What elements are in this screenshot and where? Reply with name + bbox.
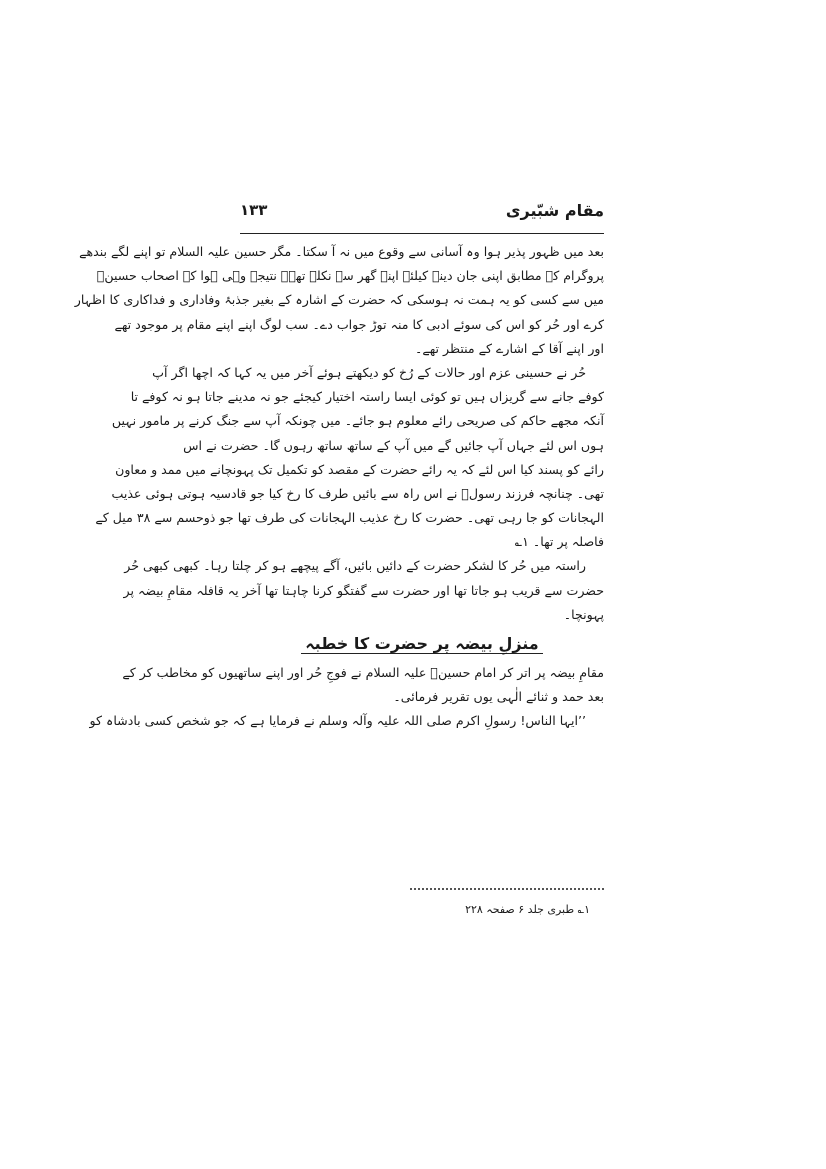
text-line: راستہ میں حُر کا لشکر حضرت کے دائیں بائیں، آگے پیچھے ہو کر چلتا رہا۔ کبھی کبھی حُر — [124, 558, 586, 574]
page-number: ۱۳۳ — [240, 201, 268, 219]
text-line: بعد حمد و ثنائے الٰہی یوں تقریر فرمائی۔ — [393, 689, 604, 705]
text-line: پہونچا۔ — [563, 606, 604, 622]
text-line: اور اپنے آقا کے اشارے کے منتظر تھے۔ — [414, 340, 604, 356]
text-line: ’’ایہا الناس! رسولِ اکرم صلی اللہ علیہ وآلہ وسلم نے فرمایا ہے کہ جو شخص کسی بادشاہ کو — [89, 713, 586, 729]
running-header — [240, 195, 604, 233]
text-line: رائے کو پسند کیا اس لئے کہ یہ رائے حضرت کے مقصد کو تکمیل تک پہونچانے میں ممد و معاون — [115, 461, 604, 477]
book-title: مقام شبّیری — [505, 201, 604, 220]
text-line: کوفے جانے سے گریزاں ہیں تو کوئی ایسا راستہ اختیار کیجئے جو نہ مدینے جاتا ہو نہ کوفے تا — [130, 389, 604, 405]
text-line: آنکہ مجھے حاکم کی صریحی رائے معلوم ہو جائے۔ میں چونکہ آپ سے جنگ کرنے پر مامور نہیں — [111, 413, 604, 429]
paragraph-1 — [74, 240, 604, 361]
text-line: ہوں اس لئے جہاں آپ جائیں گے میں آپ کے ساتھ ساتھ رہوں گا۔ حضرت نے اس — [183, 437, 604, 453]
text-line: مقامِ بیضہ پر اتر کر امام حسینؑ علیہ السلام نے فوجِ حُر اور اپنے ساتھیوں کو مخاطب کر کے — [122, 665, 604, 680]
paragraph-3 — [123, 554, 604, 627]
text-line: الہجانات کو جا رہی تھی۔ حضرت کا رخ عذیب الہجانات کی طرف تھا جو ذوحسم سے ۳۸ میل کے — [95, 510, 604, 526]
text-line: تھی۔ چنانچہ فرزند رسولؐ نے اس راہ سے بائیں طرف کا رخ کیا جو قادسیہ ہوتی ہوئی عذیب — [111, 485, 604, 501]
text-line: کرے اور حُر کو اس کی سوئے ادبی کا منہ توڑ جواب دے۔ سب لوگ اپنے اپنے مقام پر موجود تھے — [114, 316, 604, 332]
paragraph-4 — [122, 661, 604, 709]
paragraph-2 — [95, 361, 604, 555]
text-line: حضرت سے قریب ہو جاتا تھا اور حضرت سے گفتگو کرنا چاہتا تھا آخر یہ قافلہ مقامِ بیضہ پر — [123, 582, 604, 598]
footnote-separator — [410, 888, 604, 890]
text-line: بعد میں ظہور پذیر ہوا وہ آسانی سے وقوع میں نہ آ سکتا۔ مگر حسین علیہ السلام تو اپنے لگے بندھے — [79, 244, 604, 259]
text-line: حُر نے حسینی عزم اور حالات کے رُخ کو دیکھتے ہوئے آخر میں یہ کہا کہ اچھا اگر آپ — [152, 364, 586, 380]
text-line: فاصلہ پر تھا۔ ۱؎ — [514, 534, 604, 550]
footnote: ۱؎ طبری جلد ۶ صفحہ ۲۲۸ — [465, 903, 590, 916]
section-heading — [240, 627, 604, 661]
header-rule — [240, 233, 604, 234]
body-text — [74, 240, 604, 734]
text-line: میں سے کسی کو یہ ہمت نہ ہوسکی کہ حضرت کے اشارہ کے بغیر جذبۂ وفاداری و فداکاری کا اظہار — [74, 292, 604, 308]
text-line: پروگرام کے مطابق اپنی جان دینے کیلئے اپنے گھر سے نکلے تھے۔ نتیجہ وہی ہوا کہ اصحاب حسینؑ — [96, 268, 604, 284]
section-heading-text: منزلِ بیضہ پر حضرت کا خطبہ — [301, 634, 542, 654]
paragraph-5 — [89, 709, 604, 733]
